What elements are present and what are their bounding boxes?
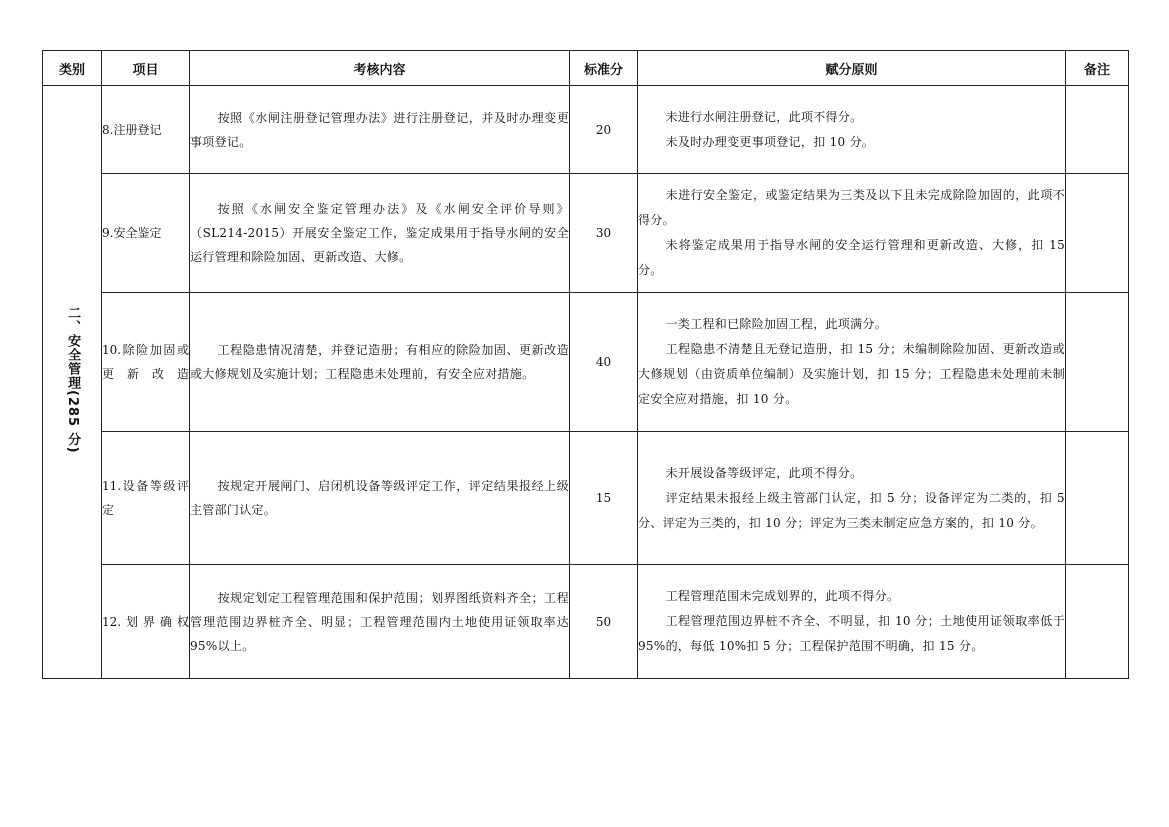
rule-line: 评定结果未报经上级主管部门认定，扣 5 分；设备评定为二类的，扣 5 分、评定为三类的，扣 10 分；评定为三类未制定应急方案的，扣 10 分。 (638, 490, 1065, 530)
content-text: 按照《水闸安全鉴定管理办法》及《水闸安全评价导则》（SL214-2015）开展安全鉴定工作，鉴定成果用于指导水闸的安全运行管理和除险加固、更新改造、大修。 (190, 202, 569, 264)
content-text: 按规定开展闸门、启闭机设备等级评定工作，评定结果报经上级主管部门认定。 (190, 479, 569, 517)
content-cell (190, 174, 570, 293)
header-item: 项目 (102, 51, 190, 86)
score-cell: 40 (570, 293, 638, 432)
rule-line: 工程隐患不清楚且无登记造册，扣 15 分；未编制除险加固、更新改造或大修规划（由资质单位编制）及实施计划，扣 15 分；工程隐患未处理前未制定安全应对措施，扣 10 分。 (638, 342, 1065, 406)
item-cell: 10.除险加固或更新改造 (102, 293, 190, 432)
item-cell: 12.划界确权 (102, 565, 190, 679)
rule-cell (638, 293, 1066, 432)
rule-cell (638, 432, 1066, 565)
rule-line: 工程管理范围未完成划界的，此项不得分。 (665, 589, 900, 603)
item-cell: 11.设备等级评定 (102, 432, 190, 565)
rule-line: 未进行水闸注册登记，此项不得分。 (665, 109, 863, 124)
header-score: 标准分 (570, 51, 638, 86)
item-cell: 8.注册登记 (102, 86, 190, 174)
score-cell: 50 (570, 565, 638, 679)
rule-line: 未开展设备等级评定，此项不得分。 (665, 465, 863, 480)
content-cell (190, 86, 570, 174)
rule-line: 工程管理范围边界桩不齐全、不明显，扣 10 分；土地使用证领取率低于 95%的，每低 10%扣 5 分；工程保护范围不明确，扣 15 分。 (638, 614, 1065, 653)
score-cell: 30 (570, 174, 638, 293)
item-cell: 9.安全鉴定 (102, 174, 190, 293)
category-label: 二、安全管理(285 分) (65, 306, 81, 454)
note-cell (1066, 432, 1129, 565)
table-row (43, 86, 1129, 174)
rule-cell (638, 86, 1066, 174)
assessment-table (42, 50, 1129, 679)
score-cell: 20 (570, 86, 638, 174)
table-row (43, 293, 1129, 432)
rule-line: 未及时办理变更事项登记，扣 10 分。 (665, 134, 875, 149)
rule-cell (638, 565, 1066, 679)
table-row (43, 174, 1129, 293)
content-text: 按照《水闸注册登记管理办法》进行注册登记，并及时办理变更事项登记。 (190, 110, 569, 149)
header-content: 考核内容 (190, 51, 570, 86)
content-cell (190, 432, 570, 565)
header-rule: 赋分原则 (638, 51, 1066, 86)
header-row (43, 51, 1129, 86)
table-row (43, 565, 1129, 679)
category-cell (43, 86, 102, 679)
rule-line: 未进行安全鉴定，或鉴定结果为三类及以下且未完成除险加固的，此项不得分。 (638, 188, 1065, 227)
content-cell (190, 293, 570, 432)
score-cell: 15 (570, 432, 638, 565)
header-category: 类别 (43, 51, 102, 86)
table-row (43, 432, 1129, 565)
note-cell (1066, 293, 1129, 432)
note-cell (1066, 565, 1129, 679)
header-note: 备注 (1066, 51, 1129, 86)
content-text: 工程隐患情况清楚，并登记造册；有相应的除险加固、更新改造或大修规划及实施计划；工程隐患未处理前，有安全应对措施。 (190, 343, 569, 381)
note-cell (1066, 86, 1129, 174)
rule-cell (638, 174, 1066, 293)
rule-line: 一类工程和已除险加固工程，此项满分。 (665, 317, 887, 331)
content-text: 按规定划定工程管理范围和保护范围；划界图纸资料齐全；工程管理范围边界桩齐全、明显；工程管理范围内土地使用证领取率达 95%以上。 (190, 590, 569, 653)
rule-line: 未将鉴定成果用于指导水闸的安全运行管理和更新改造、大修，扣 15 分。 (638, 238, 1065, 277)
content-cell (190, 565, 570, 679)
note-cell (1066, 174, 1129, 293)
